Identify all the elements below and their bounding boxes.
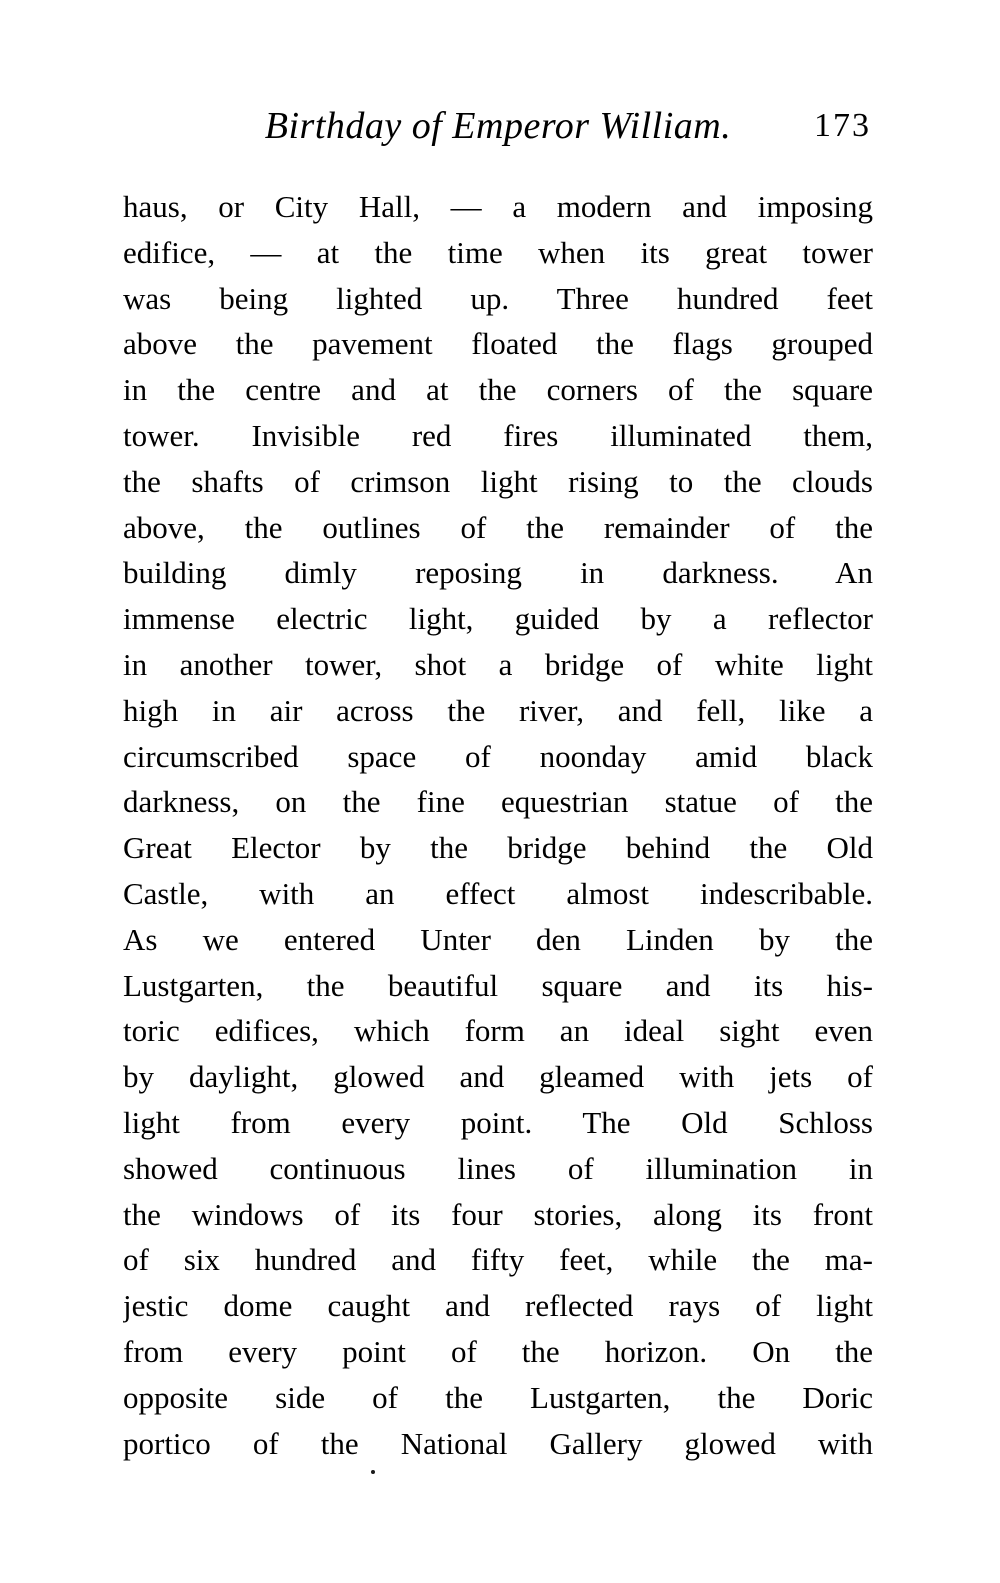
body-text-line: opposite side of the Lustgarten, the Doric — [123, 1379, 873, 1415]
body-text-line: edifice, — at the time when its great tower — [123, 234, 873, 270]
body-text-line: in another tower, shot a bridge of white light — [123, 646, 873, 682]
body-text-line: high in air across the river, and fell, like a — [123, 692, 873, 728]
body-text-line: in the centre and at the corners of the square — [123, 372, 873, 408]
body-text-line: circumscribed space of noonday amid black — [123, 738, 873, 774]
body-text-line: tower. Invisible red fires illuminated them, — [123, 417, 873, 453]
body-text-line: above, the outlines of the remainder of the — [123, 509, 873, 545]
body-text-block — [123, 184, 873, 1466]
body-text-line: haus, or City Hall, — a modern and imposing — [123, 189, 873, 224]
body-text-line: showed continuous lines of illumination in — [123, 1150, 873, 1186]
body-text-line: by daylight, glowed and gleamed with jets of — [123, 1059, 873, 1095]
body-text-line: above the pavement floated the flags grouped — [123, 326, 873, 362]
body-text-line: Great Elector by the bridge behind the Old — [123, 830, 873, 866]
body-text-line: light from every point. The Old Schloss — [123, 1104, 873, 1140]
body-text-line: of six hundred and fifty feet, while the ma- — [123, 1242, 873, 1278]
ink-speck-artifact — [371, 1470, 375, 1474]
body-text-line: darkness, on the fine equestrian statue of the — [123, 784, 873, 820]
body-text-line: the shafts of crimson light rising to the clouds — [123, 463, 873, 499]
body-text-line: Castle, with an effect almost indescribable. — [123, 875, 873, 911]
running-header — [123, 100, 873, 152]
page-number: 173 — [814, 107, 871, 144]
body-text-line: toric edifices, which form an ideal sight even — [123, 1013, 873, 1049]
body-text-line: building dimly reposing in darkness. An — [123, 555, 873, 591]
body-text-line: immense electric light, guided by a reflector — [123, 601, 873, 637]
body-text-line: As we entered Unter den Linden by the — [123, 921, 873, 957]
body-text-line: from every point of the horizon. On the — [123, 1333, 873, 1369]
body-text-line: Lustgarten, the beautiful square and its his- — [123, 967, 873, 1003]
body-text-line: was being lighted up. Three hundred feet — [123, 280, 873, 316]
body-text-line: jestic dome caught and reflected rays of light — [123, 1288, 873, 1324]
chapter-title: Birthday of Emperor William. — [264, 105, 732, 147]
body-text-line: portico of the National Gallery glowed with — [123, 1425, 873, 1461]
body-text-line: the windows of its four stories, along its front — [123, 1196, 873, 1232]
